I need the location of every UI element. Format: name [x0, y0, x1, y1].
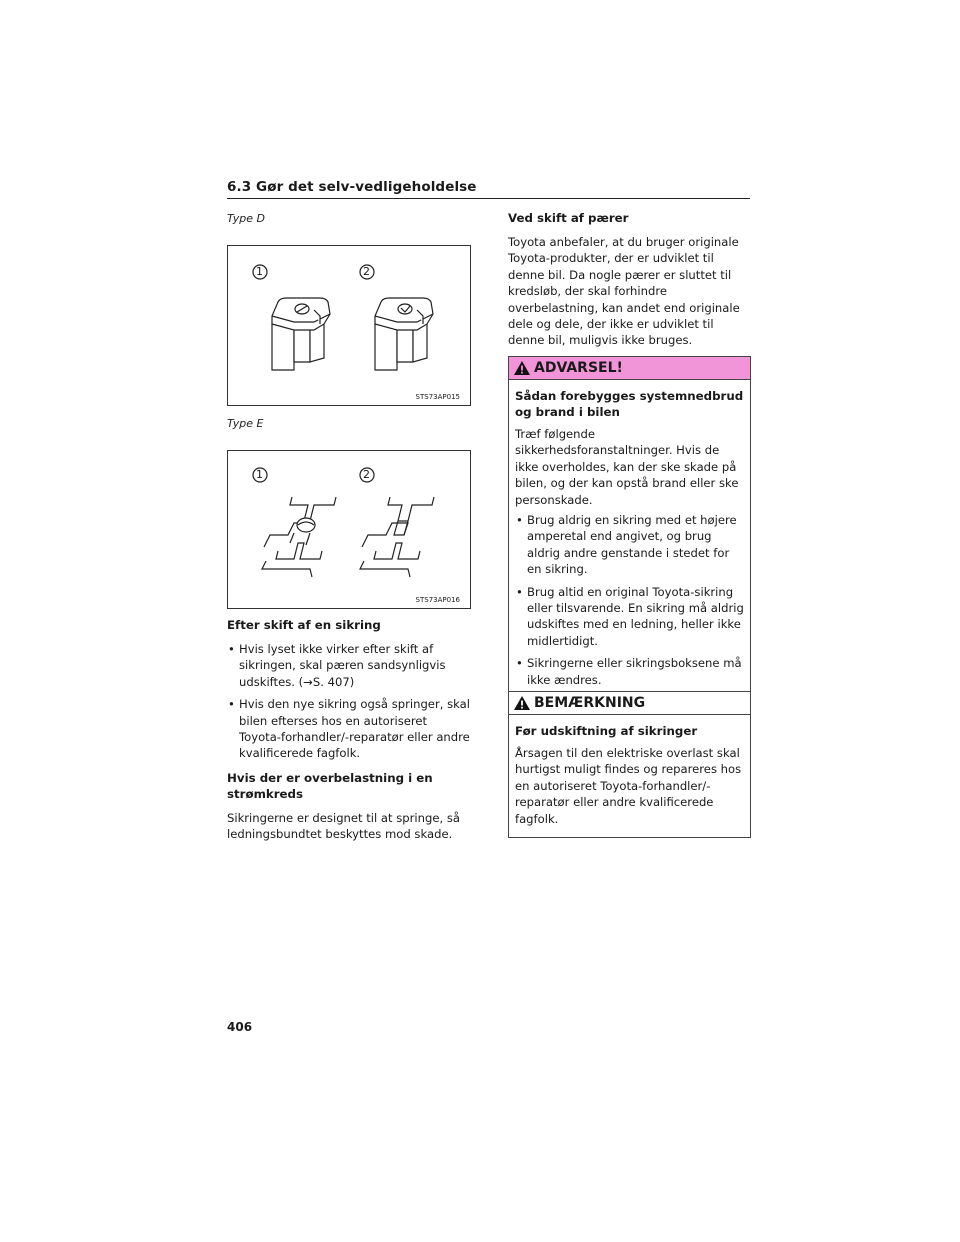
- notice-header: [509, 692, 750, 715]
- warning-box: [508, 356, 751, 701]
- warning-body: [509, 380, 750, 700]
- notice-box: [508, 691, 751, 838]
- list-item: • Hvis lyset ikke virker efter skift af sikringen, skal pæren sandsynligvis udskiftes. (→S. 407): [227, 641, 472, 690]
- section-divider: [227, 198, 750, 199]
- warning-title: ADVARSEL!: [534, 360, 623, 376]
- list-item: • Hvis den nye sikring også springer, skal bilen efterses hos en autoriseret Toyota-forhandler/-reparatør eller andre kvalificerede fagfolk.: [227, 696, 472, 762]
- fuse-type-e-illustration: [228, 451, 470, 608]
- type-d-caption: Type D: [227, 212, 265, 225]
- callout-1-label: 1: [256, 265, 263, 278]
- left-text-column: [227, 617, 472, 851]
- figure-type-e: [227, 450, 471, 609]
- warning-list: [515, 512, 744, 688]
- list-item: • Sikringerne eller sikringsboksene må ikke ændres.: [515, 655, 744, 688]
- callout-2-label: 2: [363, 265, 370, 278]
- warning-triangle-icon: [513, 360, 531, 376]
- warning-triangle-icon: [513, 695, 531, 711]
- after-fuse-list: [227, 641, 472, 762]
- figure-code: STS73AP016: [415, 596, 460, 604]
- section-title: 6.3 Gør det selv-vedligeholdelse: [227, 179, 477, 195]
- page-number: 406: [227, 1020, 253, 1034]
- callout-2-label: 2: [363, 468, 370, 481]
- warning-header: [509, 357, 750, 380]
- notice-body: [509, 715, 750, 837]
- notice-text: Årsagen til den elektriske overlast skal hurtigst muligt findes og repareres hos en autoriseret Toyota-forhandler/-reparatør eller andre kvalificerede fagfolk.: [515, 746, 742, 826]
- bulbs-text: Toyota anbefaler, at du bruger originale Toyota-produkter, der er udviklet til denne bil. Da nogle pærer er sluttet til kredsløb, der skal forhindre overbelastning, kan andet end originale dele og dele, der ikke er udviklet til denne bil, muligvis ikke bruges.: [508, 235, 740, 348]
- after-fuse-heading: Efter skift af en sikring: [227, 618, 381, 632]
- bulbs-heading: Ved skift af pærer: [508, 211, 629, 225]
- notice-title: BEMÆRKNING: [534, 695, 646, 711]
- overload-heading: Hvis der er overbelastning i en strømkreds: [227, 770, 433, 801]
- fuse-type-d-illustration: [228, 246, 470, 405]
- overload-text: Sikringerne er designet til at springe, så ledningsbundtet beskyttes mod skade.: [227, 810, 461, 842]
- warning-intro: Træf følgende sikkerhedsforanstaltninger. Hvis de ikke overholdes, kan der ske skade på bilen, og der kan opstå brand eller ske personskade.: [515, 427, 739, 507]
- list-item: • Brug aldrig en sikring med et højere amperetal end angivet, og brug aldrig andre genstande i stedet for en sikring.: [515, 512, 744, 578]
- callout-1-label: 1: [256, 468, 263, 481]
- figure-type-d: [227, 245, 471, 406]
- warning-heading: Sådan forebygges systemnedbrud og brand i bilen: [515, 389, 744, 419]
- figure-code: STS73AP015: [415, 393, 460, 401]
- list-item: • Brug altid en original Toyota-sikring eller tilsvarende. En sikring må aldrig udskiftes med en ledning, heller ikke midlertidigt.: [515, 584, 744, 650]
- notice-heading: Før udskiftning af sikringer: [515, 724, 698, 738]
- right-text-column: [508, 210, 753, 357]
- type-e-caption: Type E: [227, 417, 264, 430]
